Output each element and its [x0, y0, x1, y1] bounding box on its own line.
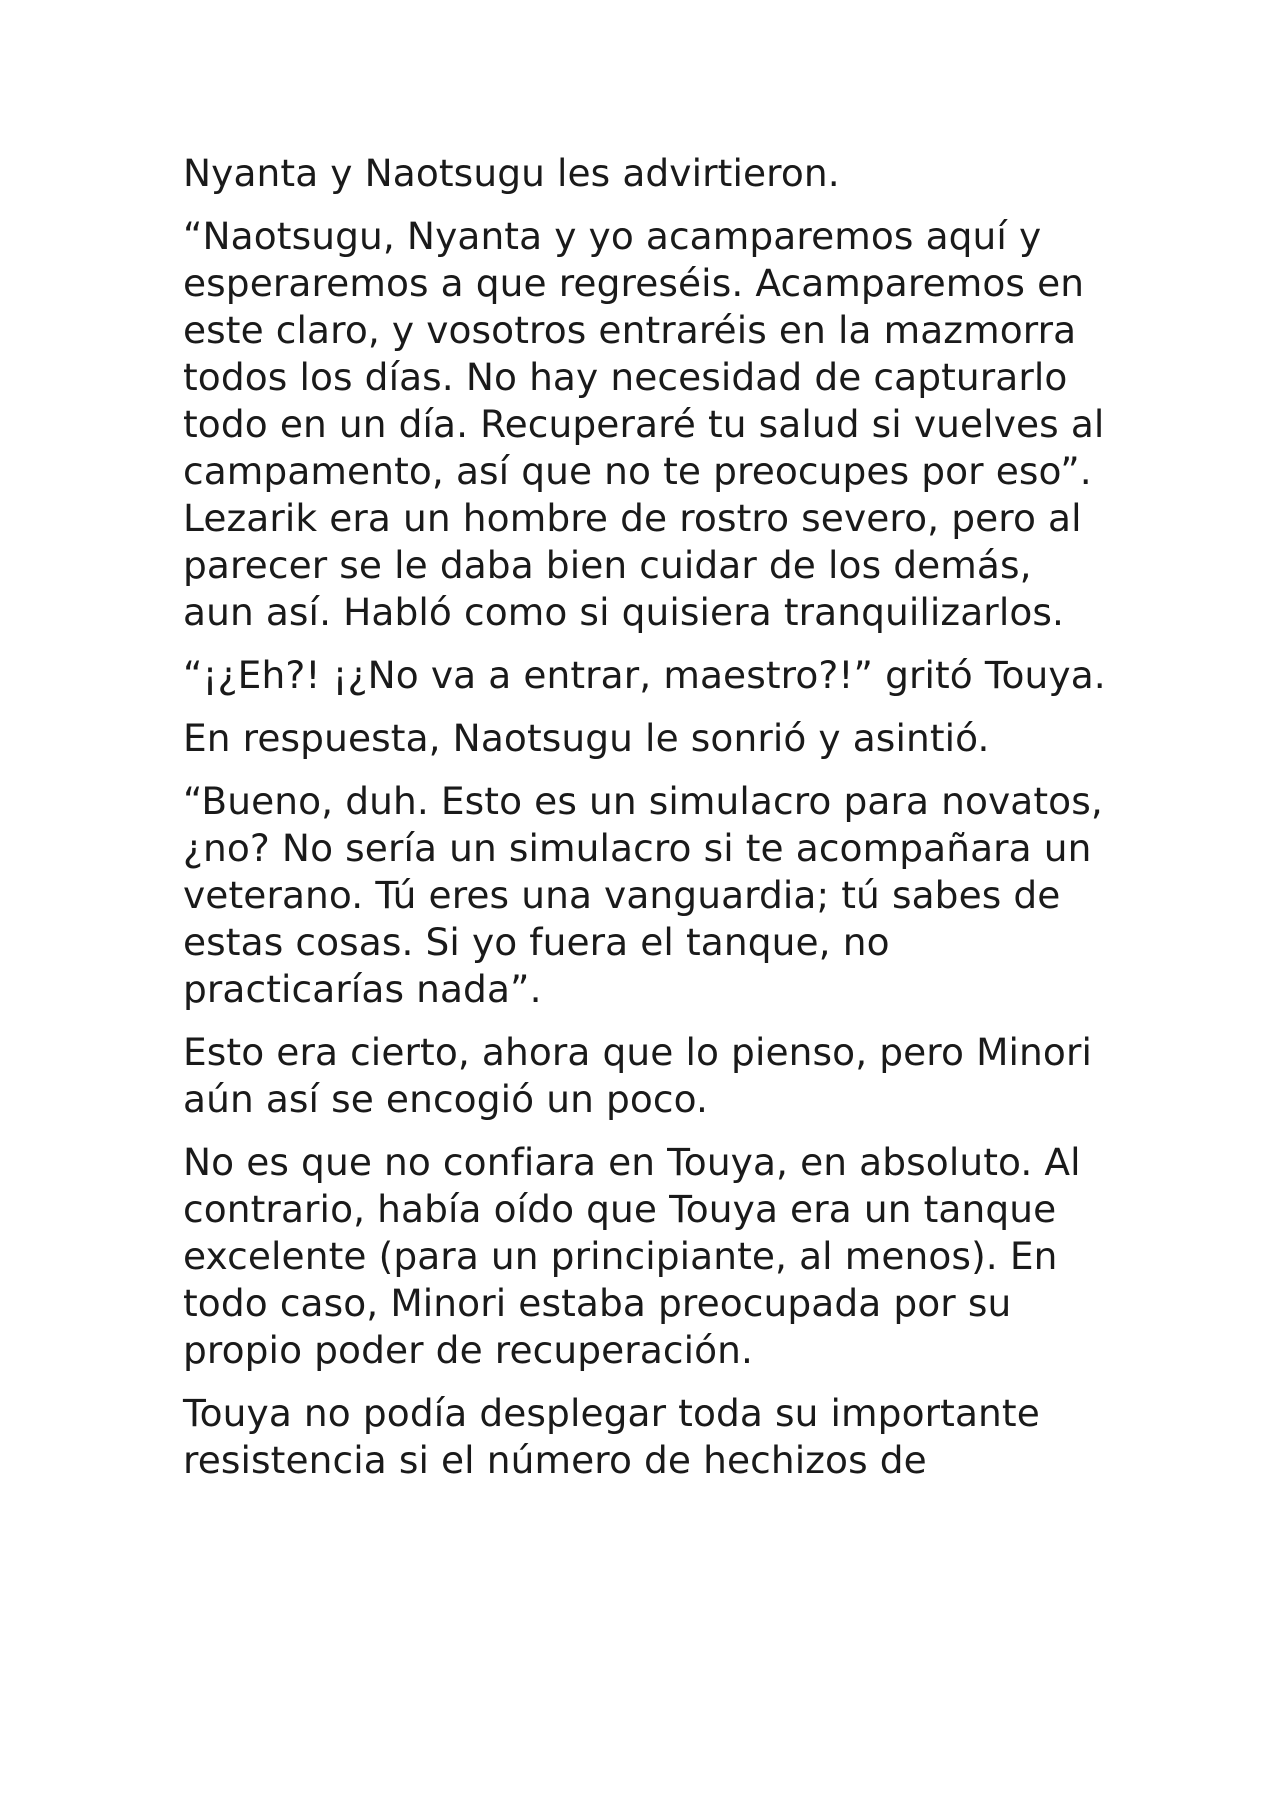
paragraph: Touya no podía desplegar toda su importante resistencia si el número de hechizos de [183, 1391, 1040, 1482]
paragraph: “Naotsugu, Nyanta y yo acamparemos aquí y esperaremos a que regreséis. Acamparemos en este claro, y vosotros entraréis en la mazmorra todos los días. No hay necesidad de capturarlo todo en un día. Recuperaré tu salud si vuelves al campamento, así que no te preocupes por eso”. Lezarik era un hombre de rostro severo, pero al parecer se le daba bien cuidar de los demás, aun así. Habló como si quisiera tranquilizarlos. [183, 214, 1105, 634]
paragraph: “¡¿Eh?! ¡¿No va a entrar, maestro?!” gritó Touya. [183, 653, 1106, 697]
paragraph: En respuesta, Naotsugu le sonrió y asintió. [183, 716, 990, 760]
paragraph: Nyanta y Naotsugu les advirtieron. [183, 151, 840, 195]
paragraph: Esto era cierto, ahora que lo pienso, pero Minori aún así se encogió un poco. [183, 1030, 1092, 1121]
body-text [183, 150, 1113, 1500]
paragraph: No es que no confiara en Touya, en absoluto. Al contrario, había oído que Touya era un tanque excelente (para un principiante, al menos). En todo caso, Minori estaba preocupada por su propio poder de recuperación. [183, 1140, 1081, 1372]
paragraph: “Bueno, duh. Esto es un simulacro para novatos, ¿no? No sería un simulacro si te acompañara un veterano. Tú eres una vanguardia; tú sabes de estas cosas. Si yo fuera el tanque, no practicarías nada”. [183, 779, 1103, 1011]
